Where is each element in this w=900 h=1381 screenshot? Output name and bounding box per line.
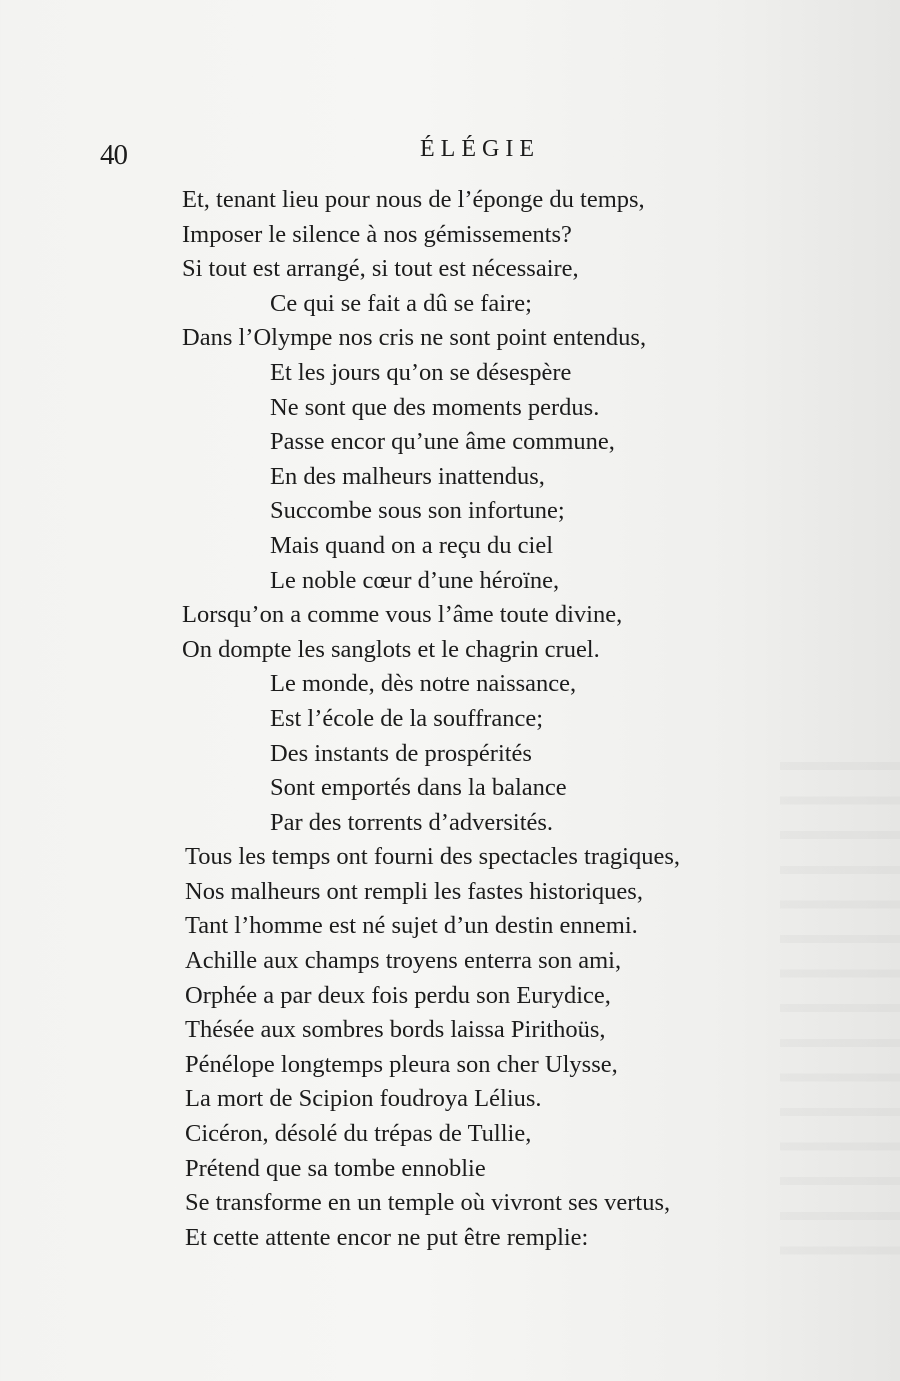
verse-line: Et, tenant lieu pour nous de l’éponge du temps,: [182, 186, 645, 213]
poem-verse: [182, 183, 680, 1255]
verse-line: Orphée a par deux fois perdu son Eurydice,: [185, 981, 611, 1009]
verse-line: Imposer le silence à nos gémissements?: [182, 220, 572, 248]
verse-line: Tant l’homme est né sujet d’un destin ennemi.: [185, 912, 638, 940]
page-number: 40: [100, 139, 127, 171]
verse-line: Succombe sous son infortune;: [270, 497, 565, 525]
verse-line: Le noble cœur d’une héroïne,: [270, 566, 560, 594]
show-through-text: [780, 740, 900, 1260]
verse-line: Thésée aux sombres bords laissa Pirithoüs,: [185, 1016, 606, 1044]
verse-line: Et cette attente encor ne put être remplie:: [185, 1223, 589, 1251]
verse-line: Ce qui se fait a dû se faire;: [270, 289, 532, 317]
verse-line: Pénélope longtemps pleura son cher Ulysse,: [185, 1050, 618, 1078]
verse-line: Mais quand on a reçu du ciel: [270, 531, 554, 559]
verse-line: Tous les temps ont fourni des spectacles tragiques,: [185, 843, 680, 871]
verse-line: Si tout est arrangé, si tout est nécessaire,: [182, 255, 579, 283]
verse-line: Sont emportés dans la balance: [270, 774, 567, 802]
running-head-title: ÉLÉGIE: [420, 136, 540, 162]
verse-line: Se transforme en un temple où vivront ses vertus,: [185, 1189, 671, 1217]
verse-line: Passe encor qu’une âme commune,: [270, 428, 615, 456]
verse-line: Cicéron, désolé du trépas de Tullie,: [185, 1120, 532, 1148]
verse-line: Le monde, dès notre naissance,: [270, 670, 577, 698]
verse-line: Nos malheurs ont rempli les fastes historiques,: [185, 877, 643, 905]
verse-line: Est l’école de la souffrance;: [270, 704, 544, 732]
verse-line: Et les jours qu’on se désespère: [270, 358, 572, 386]
verse-line: En des malheurs inattendus,: [270, 462, 545, 490]
verse-line: La mort de Scipion foudroya Lélius.: [185, 1085, 542, 1113]
verse-line: Achille aux champs troyens enterra son ami,: [185, 947, 622, 975]
verse-line: On dompte les sanglots et le chagrin cruel.: [182, 635, 600, 663]
verse-line: Des instants de prospérités: [270, 739, 532, 767]
verse-line: Par des torrents d’adversités.: [270, 808, 554, 836]
verse-line: Lorsqu’on a comme vous l’âme toute divine,: [182, 601, 623, 629]
verse-line: Dans l’Olympe nos cris ne sont point entendus,: [182, 324, 647, 352]
verse-line: Ne sont que des moments perdus.: [270, 393, 600, 421]
verse-line: Prétend que sa tombe ennoblie: [185, 1154, 486, 1182]
